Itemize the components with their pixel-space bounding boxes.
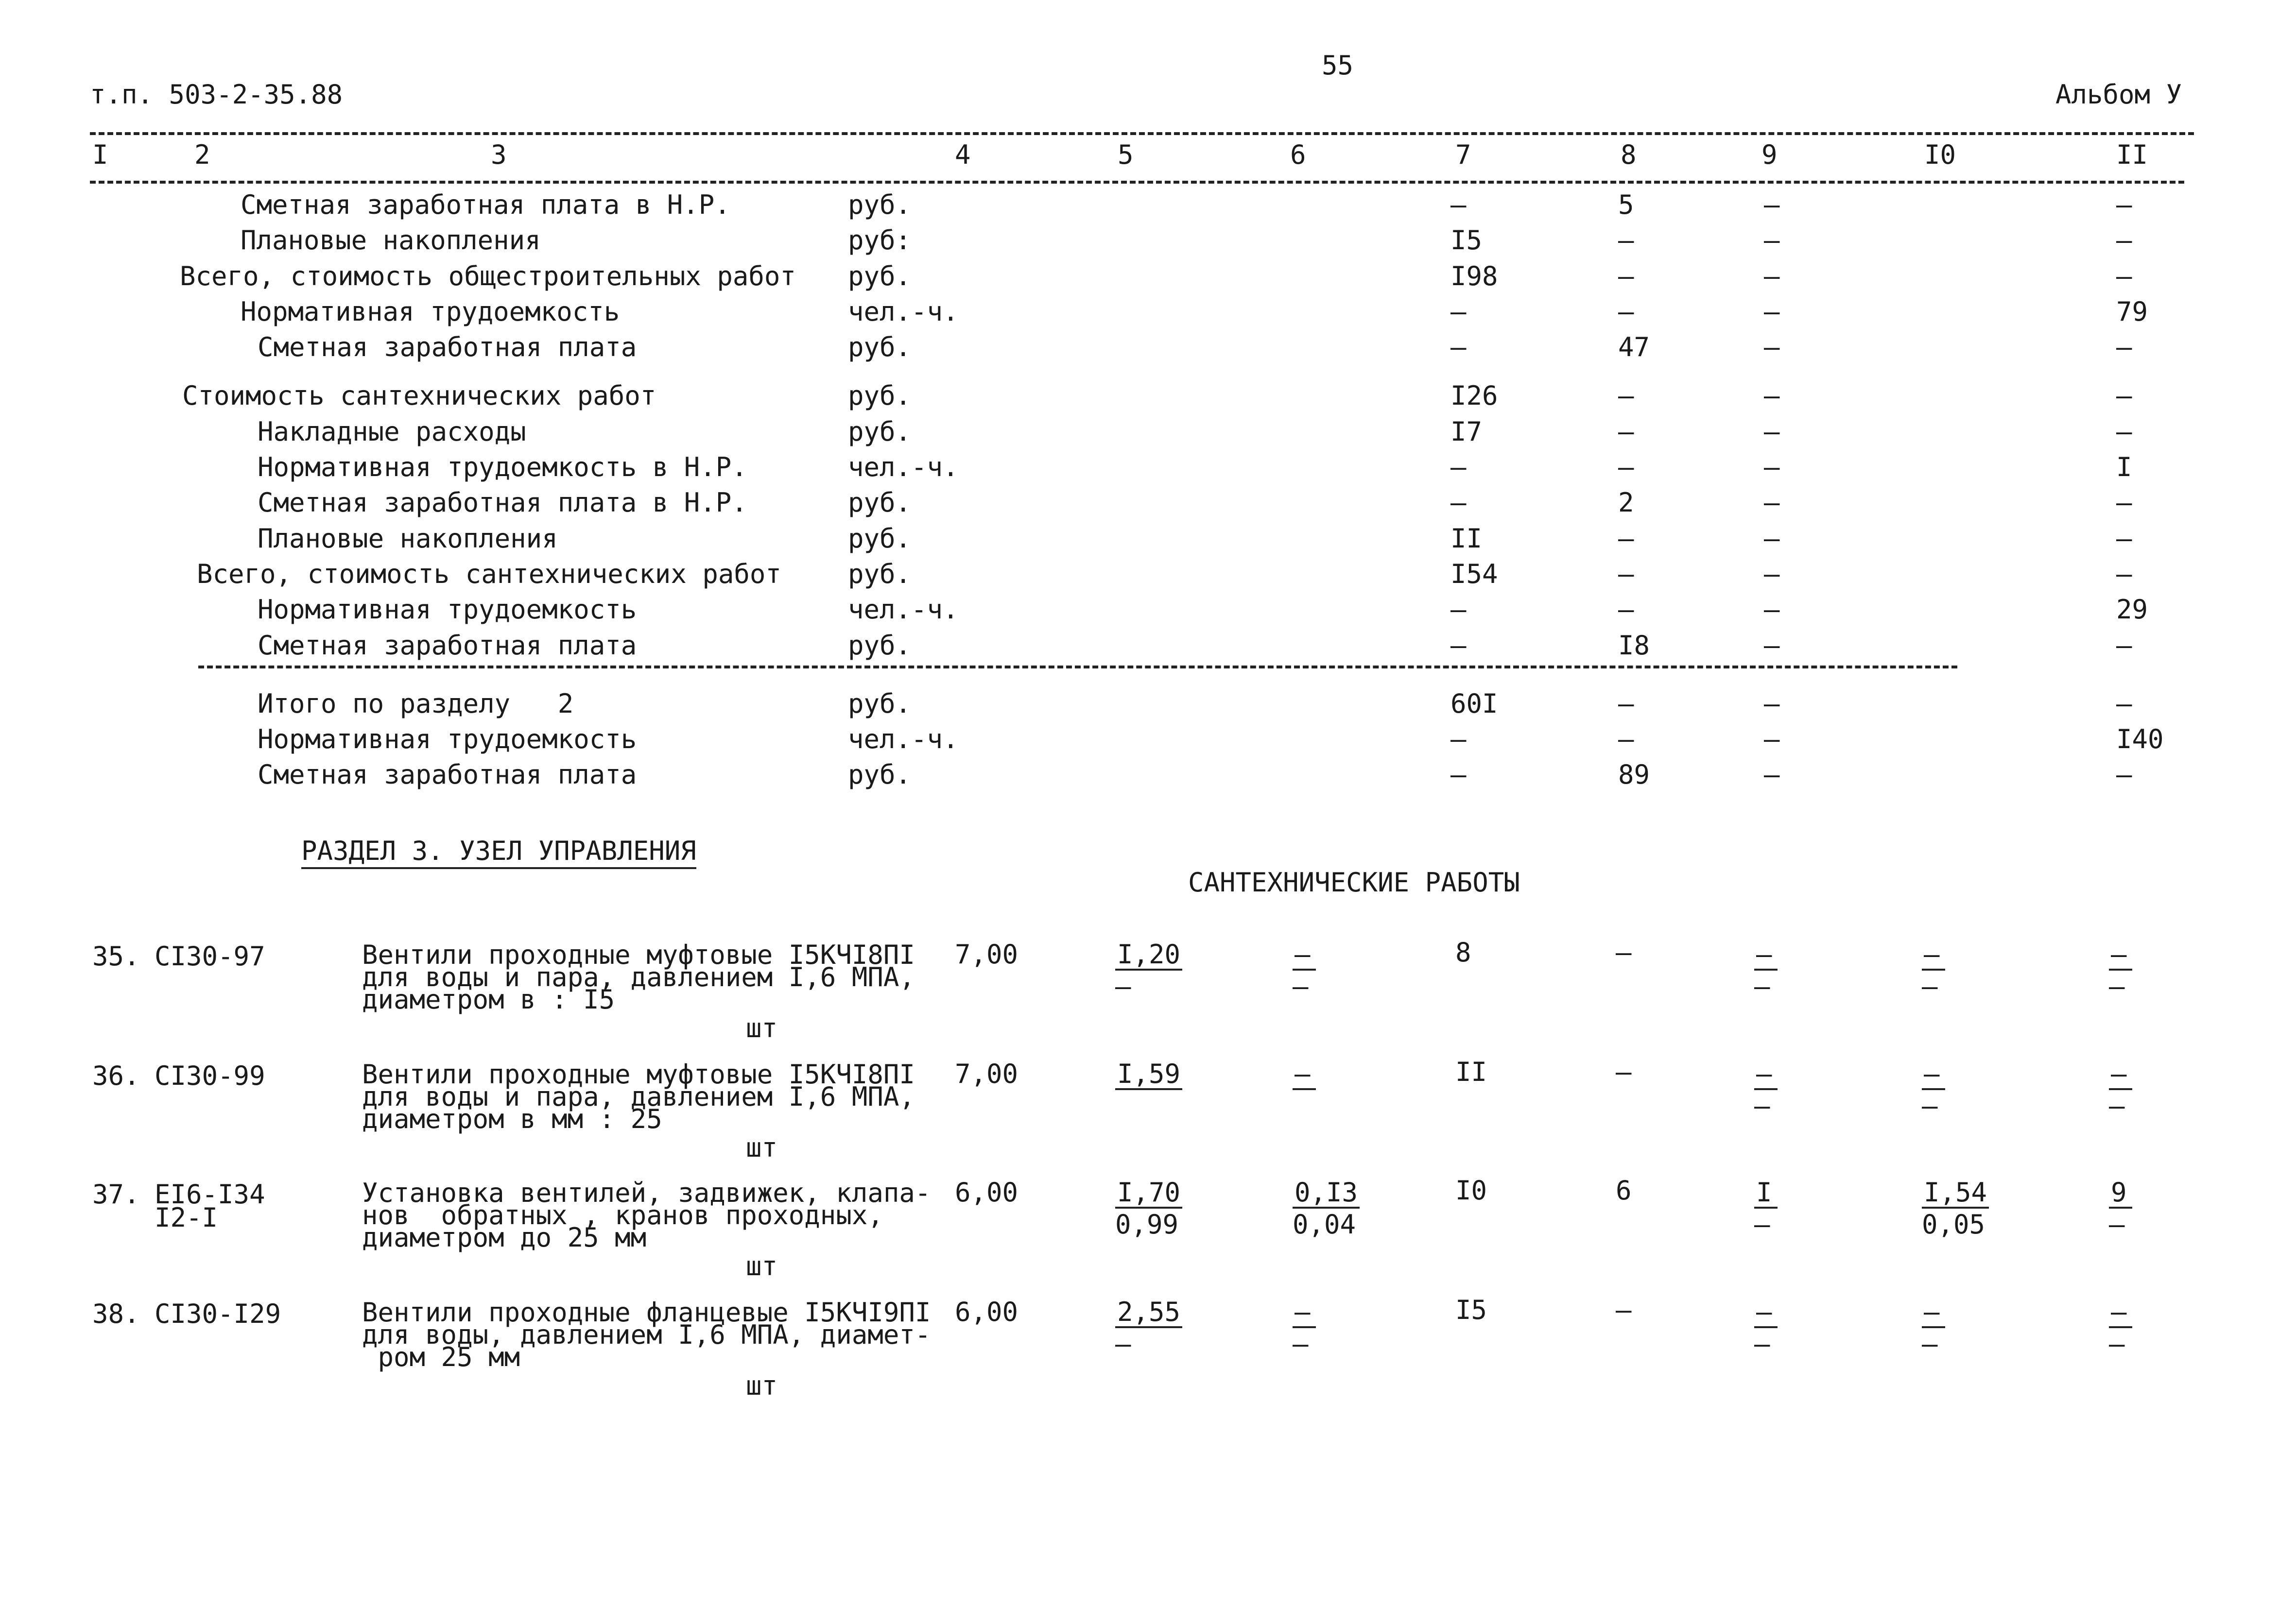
document-code: т.п. 503-2-35.88 xyxy=(90,79,343,110)
row-col11: – xyxy=(2116,332,2132,362)
row-col7: – xyxy=(1450,594,1467,625)
item-col9-denominator: – xyxy=(1754,1091,1770,1121)
item-col6-numerator: – xyxy=(1293,941,1316,971)
row-col11: – xyxy=(2116,759,2132,790)
item-code: CI30-I29 xyxy=(155,1299,281,1329)
item-col7: 8 xyxy=(1455,937,1471,968)
item-col11 xyxy=(2109,1177,2132,1240)
row-unit: чел.-ч. xyxy=(848,594,959,625)
row-unit: руб. xyxy=(848,630,912,661)
item-col6-denominator: 0,04 xyxy=(1293,1209,1356,1240)
row-name: Нормативная трудоемкость в Н.Р. xyxy=(258,452,747,482)
row-col9: – xyxy=(1764,724,1780,754)
item-col6-numerator: – xyxy=(1293,1299,1316,1328)
item-col9-numerator: – xyxy=(1754,1299,1778,1328)
column-header: 4 xyxy=(955,139,971,170)
row-col8: 47 xyxy=(1618,332,1650,362)
item-col6 xyxy=(1293,1299,1316,1357)
item-number: 37. xyxy=(92,1179,140,1210)
row-col9: – xyxy=(1764,523,1780,554)
row-name: Накладные расходы xyxy=(258,416,526,447)
item-col5-denominator: 0,99 xyxy=(1115,1209,1179,1240)
item-col8: – xyxy=(1616,1295,1632,1325)
item-description-line: Установка вентилей, задвижек, клапа- xyxy=(362,1178,931,1208)
row-col11: – xyxy=(2116,416,2132,447)
item-col6-denominator: – xyxy=(1293,971,1309,1002)
item-description-line: Вентили проходные муфтовые I5КЧI8ПI xyxy=(362,1059,915,1090)
section-subtitle: САНТЕХНИЧЕСКИЕ РАБОТЫ xyxy=(1188,867,1520,898)
item-col8: 6 xyxy=(1616,1175,1632,1206)
row-name: Всего, стоимость общестроительных работ xyxy=(180,261,796,291)
item-col5-denominator: – xyxy=(1115,1329,1131,1359)
item-col11-numerator: – xyxy=(2109,941,2132,971)
row-col9: – xyxy=(1764,416,1780,447)
row-col8: – xyxy=(1618,225,1634,256)
row-col7: – xyxy=(1450,724,1467,754)
row-unit: чел.-ч. xyxy=(848,296,959,327)
page-number: 55 xyxy=(1322,50,1354,81)
row-col7: – xyxy=(1450,189,1467,220)
row-col8: 2 xyxy=(1618,487,1634,518)
column-header: I0 xyxy=(1924,139,1956,170)
header-top-rule xyxy=(90,132,2194,135)
row-col7: 60I xyxy=(1450,688,1498,719)
row-col11: – xyxy=(2116,487,2132,518)
item-col10-denominator: – xyxy=(1922,971,1938,1002)
item-unit: шт xyxy=(746,1013,778,1043)
column-header: 2 xyxy=(194,139,210,170)
row-name: Нормативная трудоемкость xyxy=(258,724,637,754)
row-col7: – xyxy=(1450,452,1467,482)
row-name: Сметная заработная плата xyxy=(258,630,637,661)
item-col4: 7,00 xyxy=(955,939,1019,970)
item-col6-numerator: – xyxy=(1293,1061,1316,1090)
row-col9: – xyxy=(1764,759,1780,790)
item-description-line: для воды, давлением I,6 МПА, диамет- xyxy=(362,1319,931,1350)
row-col9: – xyxy=(1764,189,1780,220)
item-col10-numerator: I,54 xyxy=(1922,1180,1989,1209)
row-col9: – xyxy=(1764,296,1780,327)
row-unit: руб. xyxy=(848,332,912,362)
item-col9 xyxy=(1754,941,1778,1000)
item-col4: 7,00 xyxy=(955,1059,1019,1089)
row-unit: руб. xyxy=(848,559,912,589)
item-col7: I0 xyxy=(1455,1175,1487,1206)
item-col5-numerator: I,59 xyxy=(1115,1061,1182,1090)
item-col6 xyxy=(1293,1177,1360,1240)
item-unit: шт xyxy=(746,1251,778,1282)
item-col9-denominator: – xyxy=(1754,971,1770,1002)
item-col5-numerator: I,70 xyxy=(1115,1180,1182,1209)
row-col7: – xyxy=(1450,630,1467,661)
item-col10 xyxy=(1922,941,1945,1000)
row-col9: – xyxy=(1764,688,1780,719)
item-description-line: Вентили проходные муфтовые I5КЧI8ПI xyxy=(362,940,915,970)
row-col8: I8 xyxy=(1618,630,1650,661)
row-name: Сметная заработная плата xyxy=(258,332,637,362)
row-col11: – xyxy=(2116,261,2132,291)
item-col11-denominator: – xyxy=(2109,971,2125,1002)
item-code: EI6-I34 xyxy=(155,1179,265,1210)
row-col8: – xyxy=(1618,380,1634,411)
item-col9-numerator: – xyxy=(1754,941,1778,971)
row-col7: – xyxy=(1450,487,1467,518)
item-col5 xyxy=(1115,1177,1182,1240)
item-col4: 6,00 xyxy=(955,1297,1019,1327)
row-unit: чел.-ч. xyxy=(848,724,959,754)
row-unit: руб. xyxy=(848,523,912,554)
item-col9-denominator: – xyxy=(1754,1329,1770,1359)
item-col11-numerator: 9 xyxy=(2109,1180,2132,1209)
item-col11 xyxy=(2109,1299,2132,1357)
item-code-secondary: I2-I xyxy=(155,1202,218,1233)
item-col11-denominator: – xyxy=(2109,1329,2125,1359)
item-col11-denominator: – xyxy=(2109,1091,2125,1121)
column-header: 9 xyxy=(1761,139,1778,170)
item-col10 xyxy=(1922,1061,1945,1119)
header-bottom-rule xyxy=(90,181,2184,184)
column-header: 5 xyxy=(1118,139,1134,170)
row-col7: I98 xyxy=(1450,261,1498,291)
item-col9 xyxy=(1754,1299,1778,1357)
item-col9 xyxy=(1754,1061,1778,1119)
totals-separator xyxy=(198,666,1957,668)
item-col11-numerator: – xyxy=(2109,1299,2132,1328)
row-unit: руб. xyxy=(848,189,912,220)
item-number: 36. xyxy=(92,1060,140,1091)
item-description-line: диаметром до 25 мм xyxy=(362,1222,647,1253)
item-description-line: диаметром в мм : 25 xyxy=(362,1104,662,1134)
row-col9: – xyxy=(1764,452,1780,482)
row-col9: – xyxy=(1764,380,1780,411)
item-col11 xyxy=(2109,941,2132,1000)
row-col8: 5 xyxy=(1618,189,1634,220)
row-col7: – xyxy=(1450,332,1467,362)
column-header: 7 xyxy=(1455,139,1471,170)
row-col9: – xyxy=(1764,594,1780,625)
item-col4: 6,00 xyxy=(955,1177,1019,1208)
item-col5-denominator: – xyxy=(1115,971,1131,1002)
row-col7: – xyxy=(1450,296,1467,327)
item-code: CI30-99 xyxy=(155,1060,265,1091)
row-col7: I5 xyxy=(1450,225,1483,256)
row-col7: I26 xyxy=(1450,380,1498,411)
item-col9-denominator: – xyxy=(1754,1209,1770,1240)
row-col8: – xyxy=(1618,559,1634,589)
row-col7: I54 xyxy=(1450,559,1498,589)
item-col7: II xyxy=(1455,1057,1487,1087)
row-col11: I40 xyxy=(2116,724,2164,754)
item-col11-numerator: – xyxy=(2109,1061,2132,1090)
item-col10 xyxy=(1922,1177,1989,1240)
item-unit: шт xyxy=(746,1132,778,1163)
row-col9: – xyxy=(1764,487,1780,518)
row-col8: – xyxy=(1618,416,1634,447)
row-name: Нормативная трудоемкость xyxy=(241,296,620,327)
item-col9 xyxy=(1754,1177,1778,1240)
row-col7: I7 xyxy=(1450,416,1483,447)
row-name: Всего, стоимость сантехнических работ xyxy=(197,559,781,589)
item-col5 xyxy=(1115,1299,1182,1357)
item-unit: шт xyxy=(746,1370,778,1401)
item-col10-denominator: – xyxy=(1922,1091,1938,1121)
item-description-line: Вентили проходные фланцевые I5КЧI9ПI xyxy=(362,1297,931,1328)
column-header: 6 xyxy=(1290,139,1306,170)
row-unit: руб. xyxy=(848,380,912,411)
row-col11: – xyxy=(2116,630,2132,661)
item-col6 xyxy=(1293,941,1316,1000)
row-unit: руб. xyxy=(848,261,912,291)
row-name: Плановые накопления xyxy=(258,523,558,554)
item-description-line: для воды и пара, давлением I,6 МПА, xyxy=(362,962,915,992)
item-description-line: нов обратных , кранов проходных, xyxy=(362,1200,883,1231)
item-col11-denominator: – xyxy=(2109,1209,2125,1240)
row-name: Нормативная трудоемкость xyxy=(258,594,637,625)
row-unit: чел.-ч. xyxy=(848,452,959,482)
row-col9: – xyxy=(1764,332,1780,362)
row-name: Сметная заработная плата в Н.Р. xyxy=(258,487,747,518)
item-col10-denominator: – xyxy=(1922,1329,1938,1359)
section-title: РАЗДЕЛ 3. УЗЕЛ УПРАВЛЕНИЯ xyxy=(301,838,696,869)
item-col6-denominator: – xyxy=(1293,1329,1309,1359)
column-header: I xyxy=(92,139,108,170)
row-col9: – xyxy=(1764,559,1780,589)
row-col8: – xyxy=(1618,296,1634,327)
item-col8: – xyxy=(1616,1057,1632,1087)
item-col5-numerator: 2,55 xyxy=(1115,1299,1182,1328)
row-col11: – xyxy=(2116,688,2132,719)
row-col7: II xyxy=(1450,523,1483,554)
item-col5 xyxy=(1115,1061,1182,1093)
row-name: Сметная заработная плата в Н.Р. xyxy=(241,189,730,220)
item-col11 xyxy=(2109,1061,2132,1119)
row-col9: – xyxy=(1764,261,1780,291)
row-col11: – xyxy=(2116,523,2132,554)
row-col9: – xyxy=(1764,630,1780,661)
column-header: 3 xyxy=(491,139,507,170)
album-label: Альбом У xyxy=(2055,79,2182,110)
row-col8: – xyxy=(1618,523,1634,554)
row-unit: руб. xyxy=(848,416,912,447)
item-col10 xyxy=(1922,1299,1945,1357)
item-description-line: ром 25 мм xyxy=(362,1342,520,1372)
item-number: 38. xyxy=(92,1299,140,1329)
row-name: Стоимость сантехнических работ xyxy=(182,380,656,411)
row-col8: – xyxy=(1618,724,1634,754)
item-col10-denominator: 0,05 xyxy=(1922,1209,1985,1240)
row-unit: руб. xyxy=(848,487,912,518)
row-name: Итого по разделу 2 xyxy=(258,688,574,719)
row-col7: – xyxy=(1450,759,1467,790)
row-col11: – xyxy=(2116,380,2132,411)
item-col10-numerator: – xyxy=(1922,941,1945,971)
row-col11: – xyxy=(2116,189,2132,220)
row-col8: – xyxy=(1618,594,1634,625)
item-col10-numerator: – xyxy=(1922,1299,1945,1328)
item-col5-numerator: I,20 xyxy=(1115,941,1182,971)
item-col9-numerator: – xyxy=(1754,1061,1778,1090)
item-col7: I5 xyxy=(1455,1295,1487,1325)
row-col8: – xyxy=(1618,452,1634,482)
item-description-line: для воды и пара, давлением I,6 МПА, xyxy=(362,1081,915,1112)
row-col9: – xyxy=(1764,225,1780,256)
row-col8: 89 xyxy=(1618,759,1650,790)
row-col11: – xyxy=(2116,559,2132,589)
item-number: 35. xyxy=(92,941,140,972)
row-name: Сметная заработная плата xyxy=(258,759,637,790)
item-col6 xyxy=(1293,1061,1316,1093)
row-col8: – xyxy=(1618,261,1634,291)
row-col11: 79 xyxy=(2116,296,2148,327)
item-col5 xyxy=(1115,941,1182,1000)
item-col9-numerator: I xyxy=(1754,1180,1778,1209)
row-name: Плановые накопления xyxy=(241,225,541,256)
row-unit: руб: xyxy=(848,225,912,256)
item-col10-numerator: – xyxy=(1922,1061,1945,1090)
item-code: CI30-97 xyxy=(155,941,265,972)
row-unit: руб. xyxy=(848,759,912,790)
row-unit: руб. xyxy=(848,688,912,719)
column-header: 8 xyxy=(1621,139,1637,170)
row-col8: – xyxy=(1618,688,1634,719)
row-col11: 29 xyxy=(2116,594,2148,625)
item-col8: – xyxy=(1616,937,1632,968)
row-col11: I xyxy=(2116,452,2132,482)
item-description-line: диаметром в : I5 xyxy=(362,984,615,1015)
column-header: II xyxy=(2116,139,2148,170)
row-col11: – xyxy=(2116,225,2132,256)
item-col6-numerator: 0,I3 xyxy=(1293,1180,1360,1209)
